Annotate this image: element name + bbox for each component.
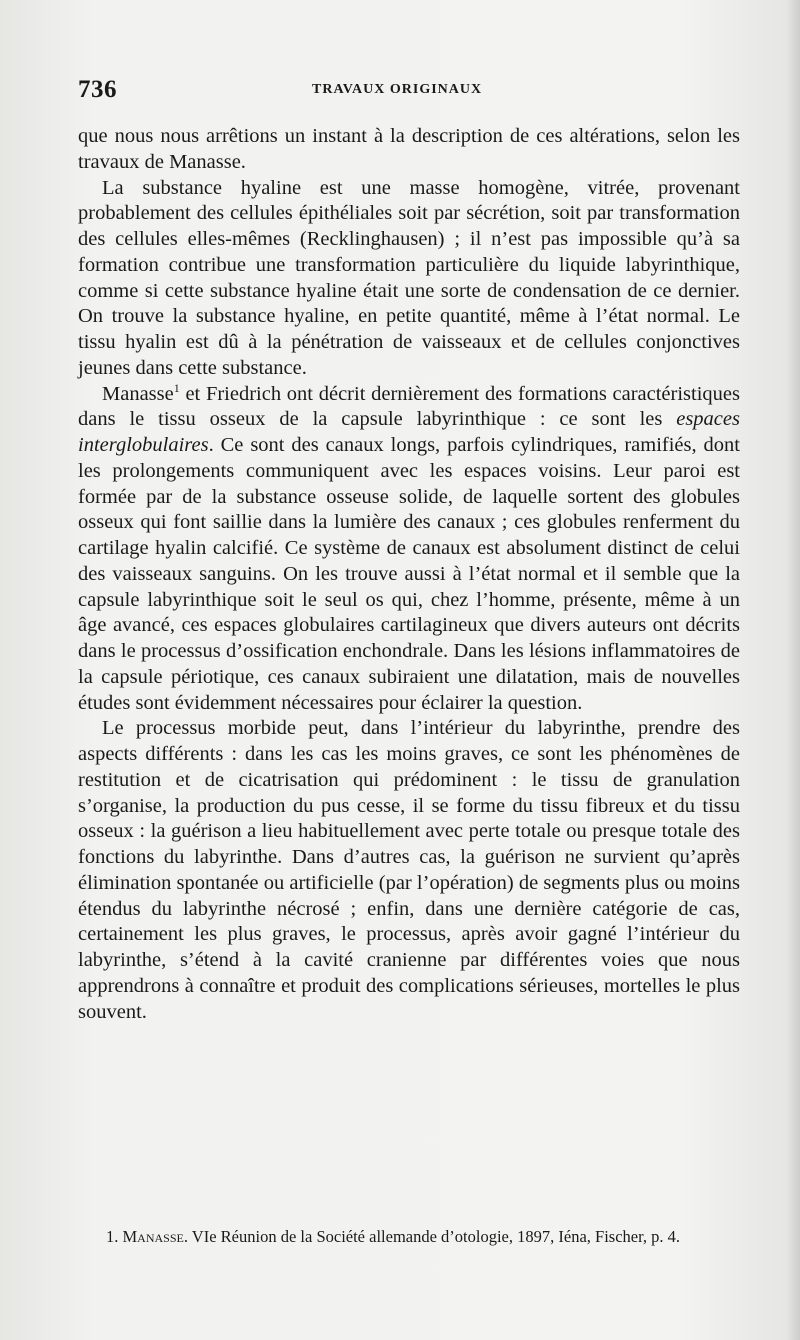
page-header [78,76,758,106]
paragraph-1: que nous nous arrêtions un instant à la description de ces altérations, selon les travaux de Manasse. [78,125,740,173]
paragraph-3-start: Manasse [102,382,174,405]
paragraph-3-middle: et Friedrich ont décrit dernièrement des formations caractéristiques dans le tissu osseux de la capsule labyrinthique : ce sont les [78,382,740,431]
page-edge-shadow [786,0,800,1340]
footnote-text: VIe Réunion de la Société allemande d’otologie, 1897, Iéna, Fischer, p. 4. [187,1227,681,1246]
paragraph-3 [78,382,740,717]
running-head: TRAVAUX ORIGINAUX [312,82,483,97]
paragraph-4: Le processus morbide peut, dans l’intérieur du labyrinthe, prendre des aspects différents : dans les cas les moins graves, ce sont les phénomènes de restitution et de cicatrisation qui prédominent : le tissu de granulation s’organise, la production du pus cesse, il se forme du tissu fibreux et du tissu osseux : la guérison a lieu habituellement avec perte totale ou presque totale des fonctions du labyrinthe. Dans d’autres cas, la guérison ne survient qu’après élimination spontanée ou artificielle (par l’opération) de segments plus ou moins étendus du labyrinthe nécrosé ; enfin, dans une dernière catégorie de cas, certainement les plus graves, le processus, après avoir gagné l’intérieur du labyrinthe, s’étend à la cavité cranienne par différentes voies que nous apprendrons à connaître et produit des complications sérieuses, mortelles le plus souvent. [78,717,740,1023]
body-text [78,124,740,1025]
italic-term: espaces interglobulaires [78,408,740,456]
footnote [78,1227,740,1247]
page-number: 736 [78,76,117,103]
footnote-author: Manasse. [122,1227,188,1246]
footnote-reference: 1 [173,380,180,395]
footnote-number: 1. [106,1227,119,1246]
paragraph-2: La substance hyaline est une masse homogène, vitrée, provenant probablement des cellules épithéliales soit par sécrétion, soit par transformation des cellules elles-mêmes (Recklinghausen) ; il n’est pas impossible qu’à sa formation contribue une transformation particulière du liquide labyrinthique, comme si cette substance hyaline était une sorte de condensation de ce dernier. On trouve la substance hyaline, en petite quantité, même à l’état normal. Le tissu hyalin est dû à la pénétration de vaisseaux et de cellules conjonctives jeunes dans cette substance. [78,176,740,379]
paragraph-3-end: . Ce sont des canaux longs, parfois cylindriques, ramifiés, dont les prolongements communiquent avec les espaces voisins. Leur paroi est formée par de la substance osseuse solide, de laquelle sortent des globules osseux qui font saillie dans la lumière des canaux ; ces globules renferment du cartilage hyalin calcifié. Ce système de canaux est absolument distinct de celui des vaisseaux sanguins. On les trouve aussi à l’état normal et il semble que la capsule labyrinthique soit le seul os qui, chez l’homme, présente, même à un âge avancé, ces espaces globulaires cartilagineux que divers auteurs ont décrits dans le processus d’ossification enchondrale. Dans les lésions inflammatoires de la capsule périotique, ces canaux subiraient une dilatation, mais de nouvelles études sont évidemment nécessaires pour éclairer la question. [78,434,740,714]
